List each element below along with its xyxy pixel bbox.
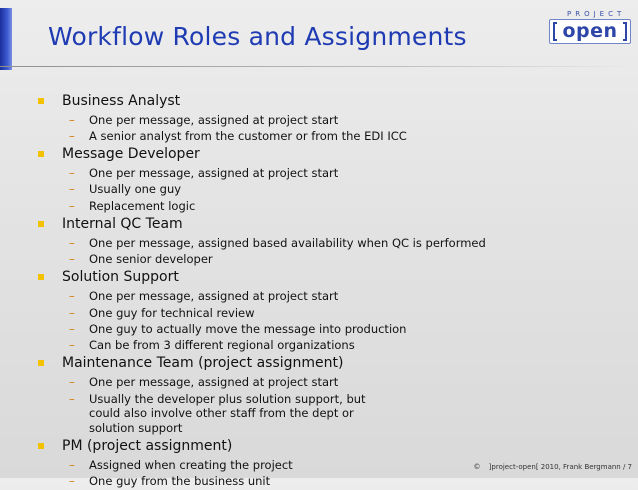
list-item-text: One guy for technical review — [89, 305, 255, 320]
slide-title: Workflow Roles and Assignments — [48, 22, 467, 51]
section-heading: Business Analyst — [62, 93, 181, 109]
list-item-text: One per message, assigned at project start — [89, 375, 339, 390]
list-item-level1 — [36, 145, 626, 164]
dash-bullet-icon: – — [69, 338, 75, 353]
list-item-text: Assigned when creating the project — [89, 457, 293, 472]
dash-bullet-icon: – — [69, 457, 75, 472]
list-item-text: One guy from the business unit — [89, 473, 271, 488]
section-heading: Solution Support — [62, 269, 179, 286]
list-item-level2 — [36, 392, 626, 436]
list-item-level1 — [36, 268, 626, 287]
list-item-level2 — [36, 129, 626, 144]
section-maintenance-team — [36, 354, 626, 435]
section-internal-qc-team — [36, 215, 626, 267]
dash-bullet-icon: – — [69, 112, 75, 127]
left-accent-bar — [0, 8, 12, 70]
project-open-logo — [549, 10, 631, 44]
dash-bullet-icon: – — [69, 305, 75, 320]
square-bullet-icon — [38, 274, 44, 280]
list-item-text: One guy to actually move the message into production — [89, 321, 407, 336]
list-item-level1 — [36, 215, 626, 234]
section-message-developer — [36, 145, 626, 213]
dash-bullet-icon: – — [69, 391, 75, 406]
dash-bullet-icon: – — [69, 129, 75, 144]
list-item-text: One per message, assigned at project start — [89, 166, 339, 181]
logo-top-text: PROJECT — [567, 10, 626, 18]
dash-bullet-icon: – — [69, 375, 75, 390]
logo-right-bracket-icon — [623, 22, 627, 41]
list-item-text: One senior developer — [89, 252, 213, 267]
list-item-level2 — [36, 289, 626, 304]
list-item-text: Usually the developer plus solution support, but could also involve other staff from the dept or solution support — [89, 391, 366, 435]
title-divider — [0, 66, 638, 67]
section-heading: PM (project assignment) — [62, 437, 233, 454]
list-item-level2 — [36, 236, 626, 251]
square-bullet-icon — [38, 151, 44, 157]
dash-bullet-icon: – — [69, 166, 75, 181]
list-item-level2 — [36, 252, 626, 267]
dash-bullet-icon: – — [69, 198, 75, 213]
slide-footer — [473, 463, 632, 471]
list-item-level2 — [36, 375, 626, 390]
list-item-level1 — [36, 92, 626, 111]
list-item-level2 — [36, 199, 626, 214]
list-item-level2 — [36, 322, 626, 337]
list-item-text: One per message, assigned at project start — [89, 112, 339, 127]
dash-bullet-icon: – — [69, 252, 75, 267]
dash-bullet-icon: – — [69, 473, 75, 488]
dash-bullet-icon: – — [69, 182, 75, 197]
list-item-level2 — [36, 166, 626, 181]
list-item-level2 — [36, 474, 626, 489]
list-item-level1 — [36, 437, 626, 456]
dash-bullet-icon: – — [69, 289, 75, 304]
section-business-analyst — [36, 92, 626, 144]
footer-text: ]project-open[ 2010, Frank Bergmann / 7 — [488, 463, 632, 471]
list-item-text: Usually one guy — [89, 182, 182, 197]
section-heading: Message Developer — [62, 146, 200, 163]
section-heading: Maintenance Team (project assignment) — [62, 355, 344, 372]
square-bullet-icon — [38, 98, 44, 104]
list-item-text: One per message, assigned based availability when QC is performed — [89, 235, 486, 250]
list-item-level2 — [36, 182, 626, 197]
square-bullet-icon — [38, 443, 44, 449]
list-item-text: Can be from 3 different regional organizations — [89, 338, 355, 353]
section-solution-support — [36, 268, 626, 352]
logo-word: open — [562, 20, 618, 42]
list-item-level2 — [36, 338, 626, 353]
square-bullet-icon — [38, 221, 44, 227]
square-bullet-icon — [38, 360, 44, 366]
list-item-text: Replacement logic — [89, 198, 196, 213]
list-item-text: One per message, assigned at project start — [89, 289, 339, 304]
bullet-list — [36, 92, 626, 490]
list-item-level1 — [36, 354, 626, 373]
copyright-icon: © — [473, 463, 481, 471]
dash-bullet-icon: – — [69, 321, 75, 336]
section-heading: Internal QC Team — [62, 216, 183, 233]
logo-box — [549, 19, 631, 44]
list-item-level2 — [36, 113, 626, 128]
list-item-level2 — [36, 306, 626, 321]
list-item-text: A senior analyst from the customer or from the EDI ICC — [89, 129, 407, 144]
dash-bullet-icon: – — [69, 235, 75, 250]
